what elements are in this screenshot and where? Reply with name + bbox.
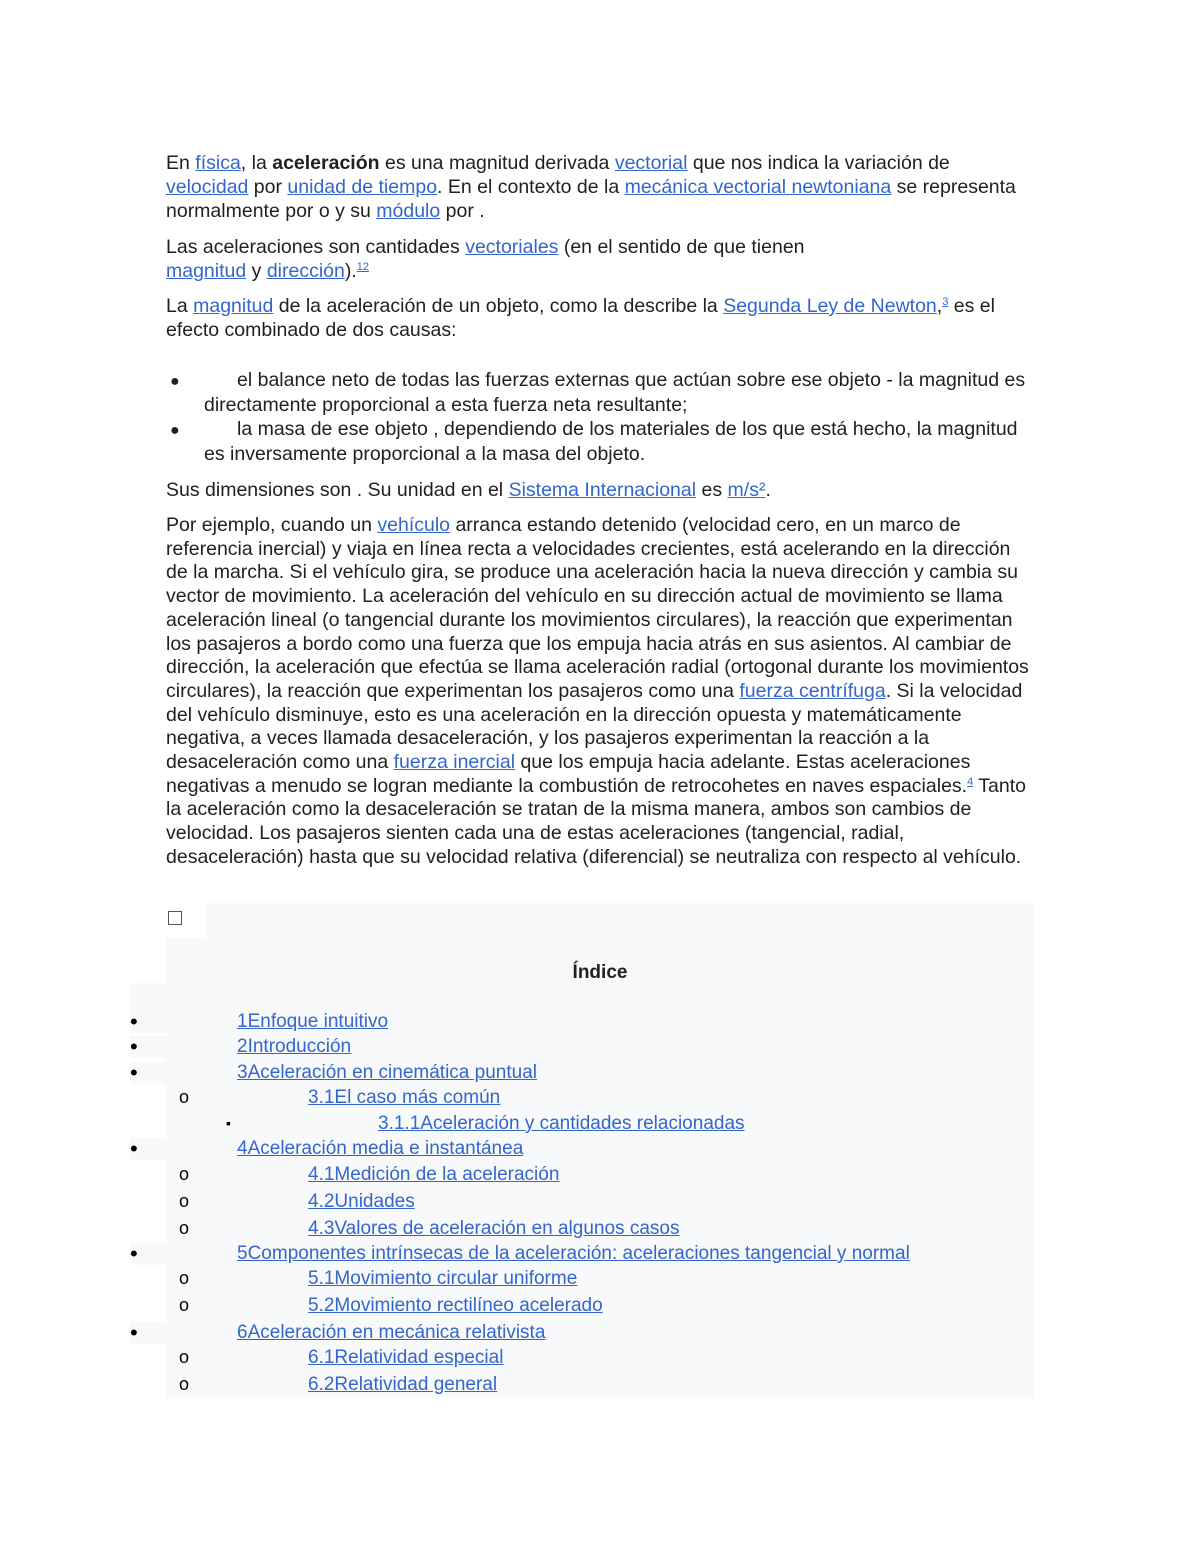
toc-item-label: Aceleración en mecánica relativista — [247, 1322, 546, 1343]
toc-item-number: 5 — [237, 1243, 248, 1264]
list-item-text: la masa de ese objeto , dependiendo de los materiales de los que está hecho, la magnitud es inversamente proporcional a la masa del objeto. — [204, 418, 1018, 465]
toc-item-label: Unidades — [334, 1191, 415, 1212]
toc-item-number: 3.1.1 — [378, 1113, 421, 1134]
toc-item-number: 1 — [237, 1011, 248, 1032]
link-fisica[interactable]: física — [195, 152, 241, 174]
toc-item[interactable] — [308, 1087, 500, 1109]
link-fuerza-inercial[interactable]: fuerza inercial — [393, 751, 516, 774]
toc-item[interactable] — [308, 1218, 679, 1240]
text: que los empuja hacia adelante. Estas aceleraciones negativas a menudo se logran mediante la combustión de retrocohetes en naves espaciales. — [166, 751, 971, 797]
toc-bullet-icon: • — [130, 1060, 138, 1085]
toc-item[interactable] — [237, 1138, 523, 1160]
toc-title: Índice — [572, 962, 628, 983]
bullet-icon: ● — [170, 422, 180, 439]
text: Las aceleraciones son cantidades — [166, 236, 466, 258]
toc-item-label: Medición de la aceleración — [334, 1164, 560, 1185]
toc-item[interactable] — [237, 1243, 910, 1265]
link-vectoriales[interactable]: vectoriales — [465, 236, 559, 258]
text: (en el sentido de que tienen — [558, 236, 805, 258]
list-item — [166, 417, 1034, 466]
text: , — [936, 295, 943, 317]
toc-bullet-icon: o — [179, 1191, 190, 1211]
link-segunda-ley-newton[interactable]: Segunda Ley de Newton — [723, 295, 937, 317]
link-direccion[interactable]: dirección — [266, 260, 345, 282]
text: , la — [240, 152, 273, 174]
toc-item-number: 3 — [237, 1062, 248, 1083]
intro-paragraph — [166, 151, 1034, 223]
link-vectorial[interactable]: vectorial — [614, 152, 688, 174]
toc-item-label: Componentes intrínsecas de la aceleración: aceleraciones tangencial y normal — [247, 1243, 910, 1264]
newton-paragraph — [166, 294, 1034, 342]
toc-item[interactable] — [237, 1011, 388, 1033]
toc-bullet-icon: o — [179, 1347, 190, 1367]
toc-item-label: Movimiento rectilíneo acelerado — [334, 1295, 603, 1316]
text: . Si la velocidad del vehículo disminuye, esto es una aceleración en la dirección opuesta y matemáticamente negativa, a veces llamada desaceleración, y los pasajeros experimentan la reacción a la desaceleración como una — [166, 679, 1023, 774]
toc-item-number: 5.1 — [308, 1268, 335, 1289]
text: de la aceleración de un objeto, como la describe la — [273, 295, 724, 317]
toc-item[interactable] — [308, 1164, 559, 1186]
toc-item-label: Aceleración media e instantánea — [247, 1138, 524, 1159]
term-aceleracion: aceleración — [272, 152, 380, 174]
toc-item-number: 6.1 — [308, 1347, 335, 1368]
toc-item-label: Aceleración y cantidades relacionadas — [420, 1113, 745, 1134]
link-velocidad[interactable]: velocidad — [166, 176, 249, 198]
toc-item-number: 2 — [237, 1036, 248, 1057]
toc-item-number: 3.1 — [308, 1087, 335, 1108]
link-mecanica-vectorial[interactable]: mecánica vectorial newtoniana — [624, 176, 892, 198]
list-item-text: el balance neto de todas las fuerzas externas que actúan sobre ese objeto - la magnitud es directamente proporcional a esta fuerza neta resultante; — [204, 369, 1026, 416]
toc-item[interactable] — [237, 1322, 545, 1344]
toc-bullet-icon: • — [130, 1009, 138, 1034]
toc-item-label: Aceleración en cinemática puntual — [247, 1062, 537, 1083]
toc-item-number: 5.2 — [308, 1295, 335, 1316]
ref-2[interactable]: 2 — [362, 261, 370, 273]
text: es el efecto combinado de dos causas: — [166, 295, 995, 341]
toc-item[interactable] — [308, 1295, 603, 1317]
dimensions-paragraph — [166, 478, 1034, 502]
ref-4[interactable]: 4 — [967, 775, 974, 788]
text: . En el contexto de la — [437, 176, 625, 198]
toc-item-number: 4.3 — [308, 1218, 335, 1239]
toc-bullet-icon: o — [179, 1218, 190, 1238]
toc-item[interactable] — [308, 1347, 503, 1369]
toc-item-number: 4 — [237, 1138, 248, 1159]
link-modulo[interactable]: módulo — [376, 200, 441, 222]
toc-item-number: 6 — [237, 1322, 248, 1343]
text: arranca estando detenido (velocidad cero, en un marco de referencia inercial) y viaja en línea recta a velocidades crecientes, está acelerando en la dirección de la marcha. Si el vehículo gira, se produce una aceleración hacia la nueva dirección y cambia su vector de movimiento. La aceleración del vehículo en su dirección actual de movimiento se llama aceleración lineal (o tangencial durante los movimientos circulares), la reacción que experimentan los pasajeros a bordo como una fuerza que los empuja hacia atrás en sus asientos. Al cambiar de dirección, la aceleración que efectúa se llama aceleración radial (ortogonal durante los movimientos circulares), la reacción que experimentan los pasajeros como una — [166, 514, 1029, 702]
toc-item-label: Movimiento circular uniforme — [334, 1268, 578, 1289]
text: La — [166, 295, 194, 317]
text: Tanto la aceleración como la desaceleración se tratan de la misma manera, ambos son cambios de velocidad. Los pasajeros sienten cada una de estas aceleraciones (tangencial, radial, desaceleración) hasta que su velocidad relativa (diferencial) se neutraliza con respecto al vehículo. — [166, 774, 1026, 868]
example-paragraph — [166, 514, 1034, 870]
link-fuerza-centrifuga[interactable]: fuerza centrífuga — [739, 679, 886, 702]
toc-bullet-icon: o — [179, 1087, 190, 1107]
text: es — [696, 479, 728, 501]
toc-item-label: Relatividad especial — [334, 1347, 504, 1368]
link-magnitud[interactable]: magnitud — [166, 260, 247, 282]
text: ). — [344, 260, 357, 282]
link-unidad-de-tiempo[interactable]: unidad de tiempo — [287, 176, 438, 198]
toc-item-label: Enfoque intuitivo — [247, 1011, 389, 1032]
text: por . — [440, 200, 485, 222]
toc-bullet-icon: o — [179, 1374, 190, 1394]
bullet-icon: ● — [170, 373, 180, 390]
link-vehiculo[interactable]: vehículo — [377, 514, 451, 536]
text: Sus dimensiones son . Su unidad en el — [166, 479, 509, 501]
toc-item-label: Relatividad general — [334, 1374, 498, 1395]
text: se representa normalmente por o y su — [166, 176, 1016, 222]
toc-item[interactable] — [308, 1268, 577, 1290]
link-magnitud-2[interactable]: magnitud — [193, 295, 274, 317]
toc-item[interactable] — [237, 1062, 537, 1084]
text: es una magnitud derivada — [379, 152, 615, 174]
vectors-paragraph — [166, 235, 806, 283]
toc-item-label: Valores de aceleración en algunos casos — [334, 1218, 680, 1239]
ref-3[interactable]: 3 — [942, 296, 949, 308]
toc-bullet-icon: o — [179, 1295, 190, 1315]
text: por — [248, 176, 288, 198]
toc-item[interactable] — [237, 1036, 351, 1058]
toc-item[interactable] — [378, 1113, 745, 1135]
toc-bullet-icon: o — [179, 1268, 190, 1288]
toc-bullet-icon: • — [130, 1034, 138, 1059]
toc-bullet-icon: o — [179, 1164, 190, 1184]
toc-bullet-icon: • — [130, 1320, 138, 1345]
toc-item-number: 6.2 — [308, 1374, 335, 1395]
toc-bullet-icon: • — [130, 1241, 138, 1266]
link-ms2[interactable]: m/s² — [727, 479, 766, 501]
list-item — [166, 368, 1034, 417]
toc-item-label: Introducción — [247, 1036, 352, 1057]
toc-item-number: 4.2 — [308, 1191, 335, 1212]
text: En — [166, 152, 196, 174]
text: y — [246, 260, 267, 282]
ref-1[interactable]: 1 — [356, 261, 363, 273]
toc-bullet-icon: ▪ — [226, 1115, 231, 1131]
toc-item[interactable] — [308, 1374, 497, 1396]
toc-bullet-icon: • — [130, 1136, 138, 1161]
text: que nos indica la variación de — [687, 152, 950, 174]
text: Por ejemplo, cuando un — [166, 514, 378, 536]
toc-toggle-checkbox[interactable] — [168, 911, 182, 925]
link-sistema-internacional[interactable]: Sistema Internacional — [508, 479, 697, 501]
toc-item-label: El caso más común — [334, 1087, 501, 1108]
text: . — [765, 479, 771, 501]
toc-item[interactable] — [308, 1191, 415, 1213]
toc-item-number: 4.1 — [308, 1164, 335, 1185]
